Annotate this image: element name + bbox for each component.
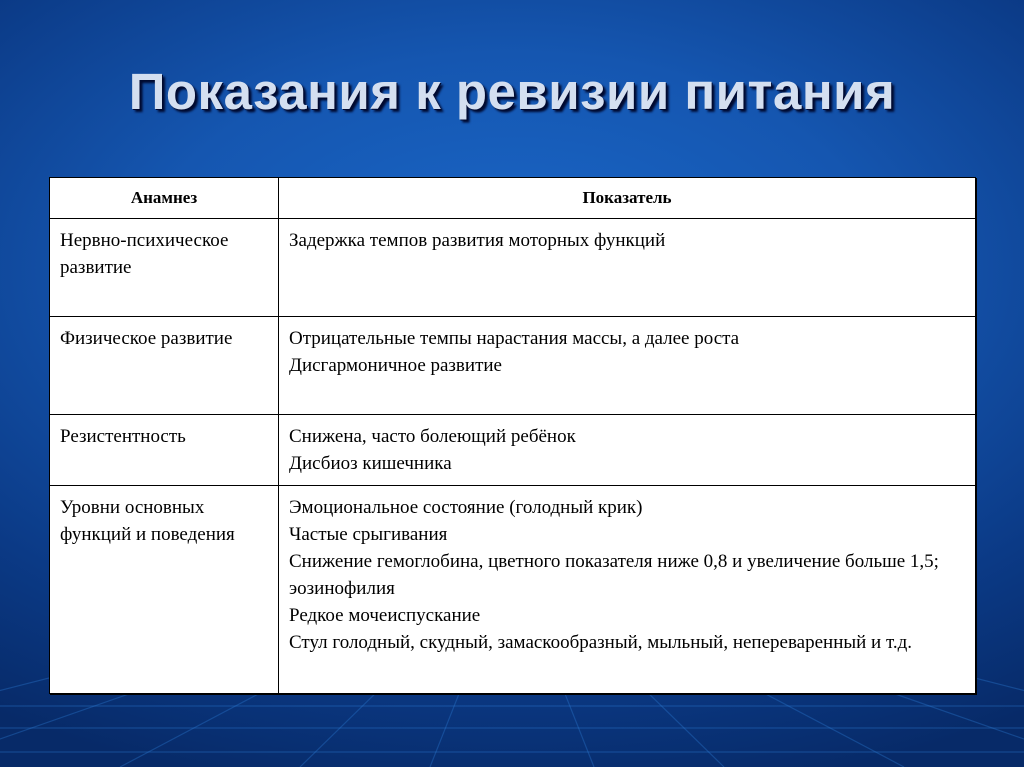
table-row bbox=[50, 219, 976, 317]
indicator-cell bbox=[279, 415, 976, 486]
table-row bbox=[50, 317, 976, 415]
slide-title: Показания к ревизии питания bbox=[128, 63, 896, 120]
anamnesis-cell: Нервно-психическое развитие bbox=[50, 219, 279, 317]
indicator-line: Частые срыгивания bbox=[289, 524, 448, 545]
indicator-line: Дисбиоз кишечника bbox=[289, 453, 452, 474]
indicator-cell bbox=[279, 219, 976, 317]
table-row bbox=[50, 415, 976, 486]
indicator-cell bbox=[279, 486, 976, 694]
indicator-line: Редкое мочеиспускание bbox=[289, 605, 481, 626]
indicator-line: Дисгармоничное развитие bbox=[289, 355, 502, 376]
indicator-line: Снижена, часто болеющий ребёнок bbox=[289, 426, 576, 447]
anamnesis-cell: Физическое развитие bbox=[50, 317, 279, 415]
anamnesis-cell: Резистентность bbox=[50, 415, 279, 486]
table-header-row bbox=[50, 178, 976, 219]
indicator-line: Задержка темпов развития моторных функций bbox=[289, 230, 666, 251]
indicator-line: Эмоциональное состояние (голодный крик) bbox=[289, 497, 643, 518]
indications-table bbox=[49, 177, 976, 694]
header-indicator: Показатель bbox=[279, 178, 976, 219]
indicator-line: Снижение гемоглобина, цветного показателя ниже 0,8 и увеличение больше 1,5; эозинофилия bbox=[289, 551, 939, 599]
header-anamnesis: Анамнез bbox=[50, 178, 279, 219]
indicator-cell bbox=[279, 317, 976, 415]
table-row bbox=[50, 486, 976, 694]
indicator-line: Отрицательные темпы нарастания массы, а далее роста bbox=[289, 328, 740, 349]
anamnesis-cell: Уровни основных функций и поведения bbox=[50, 486, 279, 694]
indicator-line: Стул голодный, скудный, замаскообразный, мыльный, непереваренный и т.д. bbox=[289, 632, 913, 653]
